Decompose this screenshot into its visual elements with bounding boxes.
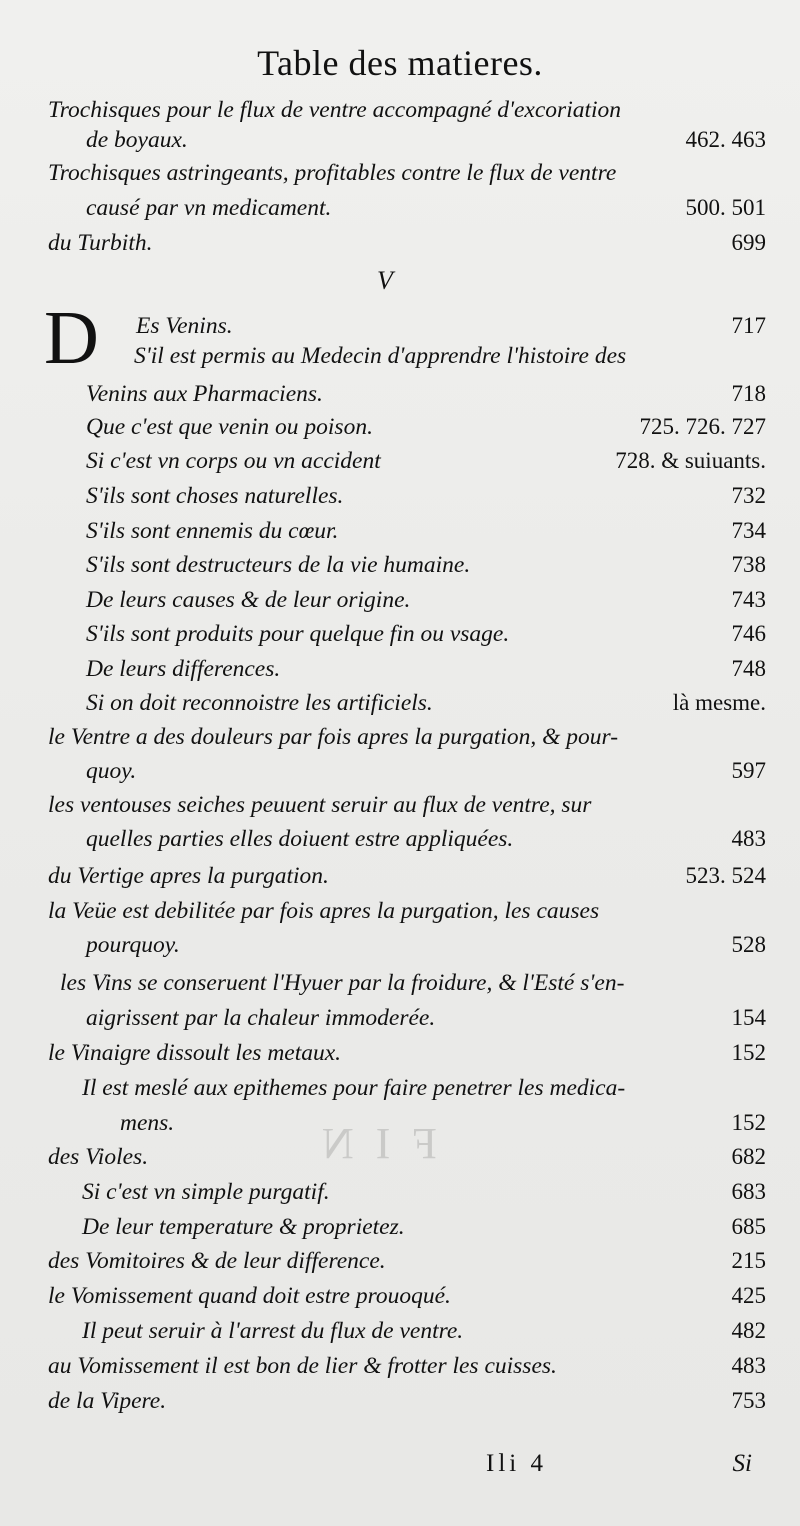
page-title: Table des matieres.: [257, 43, 543, 83]
index-entry-text: au Vomissement il est bon de lier & frotter les cuisses.: [48, 1353, 557, 1379]
index-entry-page-ref: 483: [731, 1353, 766, 1378]
index-entry-text: Es Venins.: [136, 313, 233, 339]
index-entry-page-ref: 738: [731, 552, 766, 577]
index-entry-page-ref: 215: [731, 1248, 766, 1273]
bleed-through-text: FIN: [300, 1119, 437, 1168]
index-entry-page-ref: 683: [731, 1179, 766, 1204]
index-entry-text: de la Vipere.: [48, 1388, 167, 1414]
index-entry-text: Si c'est vn simple purgatif.: [82, 1179, 330, 1205]
index-entry-page-ref: 425: [731, 1283, 766, 1308]
index-entry-text: Que c'est que venin ou poison.: [86, 414, 373, 440]
index-entry-page-ref: 699: [731, 230, 766, 255]
index-entry-text: Trochisques pour le flux de ventre accompagné d'excoriation: [48, 97, 622, 123]
index-entry-page-ref: 682: [731, 1144, 766, 1169]
index-entry-text: de boyaux.: [86, 127, 188, 153]
index-entry-text: les Vins se conseruent l'Hyuer par la froidure, & l'Esté s'en-: [60, 970, 625, 996]
index-entry-text: aigrissent par la chaleur immoderée.: [86, 1005, 436, 1031]
index-entry-page-ref: 746: [731, 621, 766, 646]
index-entry-text: Si on doit reconnoistre les artificiels.: [86, 690, 433, 716]
index-entry-page-ref: 743: [731, 587, 766, 612]
index-entry-page-ref: 597: [731, 758, 766, 783]
index-entry-text: la Veüe est debilitée par fois apres la purgation, les causes: [48, 898, 600, 924]
index-entry-page-ref: 725. 726. 727: [639, 414, 766, 439]
index-entry-page-ref: 718: [731, 381, 766, 406]
index-entry-page-ref: 152: [731, 1110, 766, 1135]
index-entry-text: le Ventre a des douleurs par fois apres la purgation, & pour-: [48, 724, 619, 750]
index-entry-page-ref: 462. 463: [685, 127, 766, 152]
index-entry-page-ref: 482: [731, 1318, 766, 1343]
index-entry-page-ref: 154: [731, 1005, 766, 1030]
index-entry-text: S'ils sont produits pour quelque fin ou vsage.: [86, 621, 510, 647]
index-entry-text: De leurs causes & de leur origine.: [86, 587, 411, 613]
index-entry-text: Trochisques astringeants, profitables contre le flux de ventre: [48, 160, 617, 186]
index-entry-page-ref: 732: [731, 483, 766, 508]
index-entry-page-ref: 734: [731, 518, 766, 543]
index-entry-text: quoy.: [86, 758, 137, 784]
catchword: Si: [732, 1450, 752, 1477]
index-entry-text: Si c'est vn corps ou vn accident: [86, 448, 381, 474]
index-entry-text: des Violes.: [48, 1144, 149, 1170]
index-entry-page-ref: 528: [731, 932, 766, 957]
index-entry-page-ref: 523. 524: [685, 863, 766, 888]
index-entry-page-ref: 753: [731, 1388, 766, 1413]
index-entry-text: quelles parties elles doiuent estre appliquées.: [86, 826, 514, 852]
index-entry-text: du Vertige apres la purgation.: [48, 863, 329, 889]
index-entry-text: pourquoy.: [86, 932, 180, 958]
index-entry-page-ref: 483: [731, 826, 766, 851]
signature-mark: Ili 4: [486, 1450, 547, 1477]
index-entry-text: les ventouses seiches peuuent seruir au flux de ventre, sur: [48, 792, 592, 818]
index-entry-text: Il est meslé aux epithemes pour faire penetrer les medica-: [82, 1075, 626, 1101]
index-entry-text: S'ils sont ennemis du cœur.: [86, 518, 339, 544]
index-entry-text: S'ils sont choses naturelles.: [86, 483, 344, 509]
index-entry-page-ref: 500. 501: [685, 195, 766, 220]
index-entry-page-ref: 748: [731, 656, 766, 681]
index-entry-text: De leur temperature & proprietez.: [82, 1214, 405, 1240]
index-entry-page-ref: 728. & suiuants.: [615, 448, 766, 473]
index-entry-text: le Vinaigre dissoult les metaux.: [48, 1040, 342, 1066]
section-letter: V: [377, 266, 393, 295]
drop-capital: D: [44, 296, 99, 380]
index-entry-text: S'ils sont destructeurs de la vie humaine.: [86, 552, 471, 578]
index-entry-text: des Vomitoires & de leur difference.: [48, 1248, 386, 1274]
index-entry-text: Venins aux Pharmaciens.: [86, 381, 323, 407]
index-entry-text: mens.: [120, 1110, 175, 1136]
index-entry-text: De leurs differences.: [86, 656, 281, 682]
index-entry-text: du Turbith.: [48, 230, 153, 256]
index-entry-text: causé par vn medicament.: [86, 195, 332, 221]
index-entry-page-ref: 717: [731, 313, 766, 338]
index-entry-page-ref: là mesme.: [672, 690, 766, 715]
index-entry-text: S'il est permis au Medecin d'apprendre l'histoire des: [134, 343, 627, 369]
index-entry-page-ref: 152: [731, 1040, 766, 1065]
index-entry-page-ref: 685: [731, 1214, 766, 1239]
index-entry-text: Il peut seruir à l'arrest du flux de ventre.: [82, 1318, 464, 1344]
index-entry-text: le Vomissement quand doit estre prouoqué.: [48, 1283, 451, 1309]
